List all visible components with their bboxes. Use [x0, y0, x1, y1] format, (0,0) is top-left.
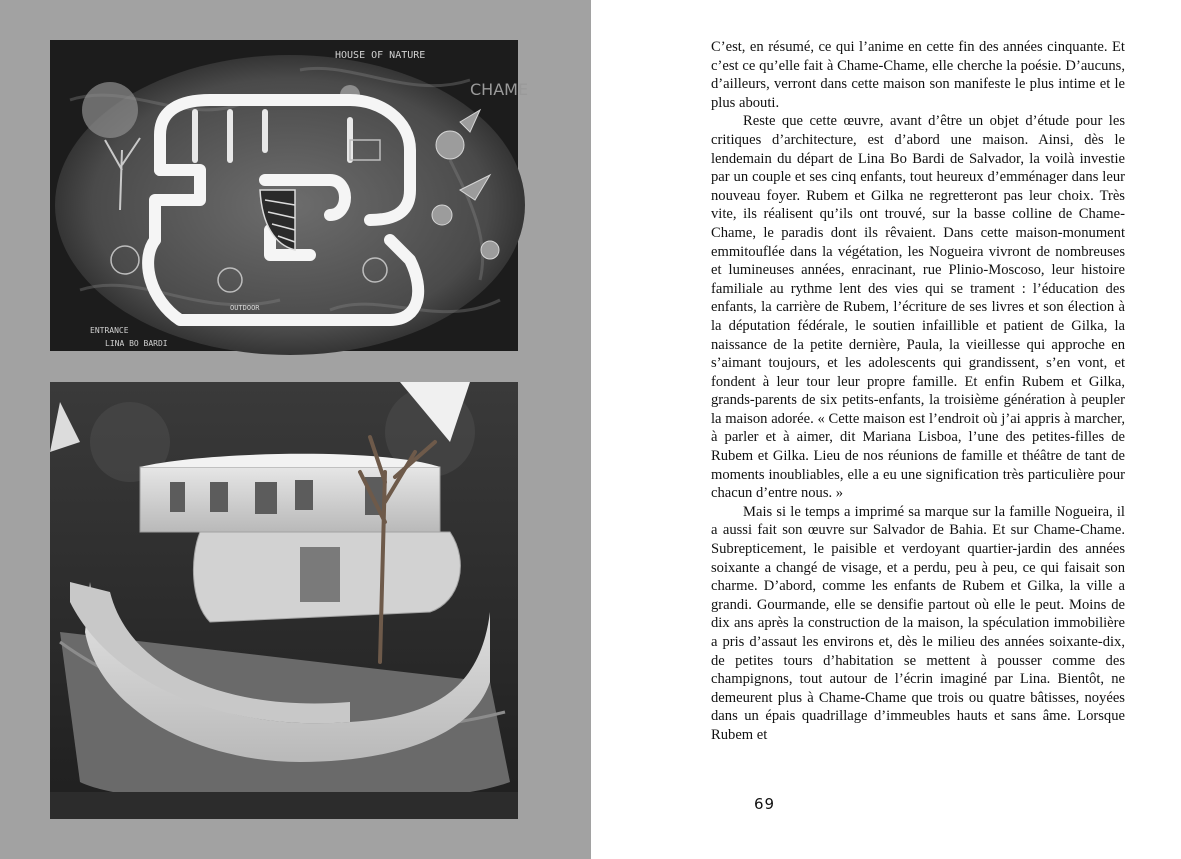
body-text: [711, 38, 1125, 745]
right-page: [591, 0, 1181, 859]
paragraph: C’est, en résumé, ce qui l’anime en cette fin des années cinquante. Et c’est ce qu’elle fait à Chame-Chame, elle cherche la poésie. D’aucuns, d’ailleurs, verront dans cette maison son manifeste le plus intime et le plus abouti.: [711, 39, 1125, 111]
plan-label-entrance: ENTRANCE: [90, 326, 129, 335]
plan-label-chame: CHAME: [470, 80, 529, 99]
paragraph: Mais si le temps a imprimé sa marque sur la famille Nogueira, il a aussi fait son œuvre sur Salvador de Bahia. Et sur Chame-Chame. Subrepticement, le paisible et verdoyant quartier-jardin des années soixante a changé de visage, et a perdu, peu à peu, ce qui faisait son charme. D’abord, comme les enfants de Rubem et Gilka, la ville a grandi. Gourmande, elle se densifie partout où elle le peut. Moins de dix ans après la construction de la maison, la spéculation immobilière a pris d’assaut les environs et, dès le milieu des années soixante-dix, de petites tours d’habitation se mettent à pousser comme des champignons, tout autour de l’écrin imaginé par Lina. Bientôt, ne demeurent plus à Chame-Chame que trois ou quatre bâtisses, noyées dans un épais quadrillage d’immeubles hauts et sans âme. Lorsque Rubem et: [711, 503, 1125, 743]
plan-label-outdoor: OUTDOOR: [230, 304, 260, 312]
paragraph: Reste que cette œuvre, avant d’être un objet d’étude pour les critiques d’architecture, est d’abord une maison. Ainsi, dès le lendemain du départ de Lina Bo Bardi de Salvador, la voilà investie par un couple et ses cinq enfants, tout heureux d’emménager dans leur nouveau foyer. Rubem et Gilka ne regretteront pas leur choix. Très vite, ils réalisent qu’ils ont trouvé, sur la basse colline de Chame-Chame, le paradis dont ils rêvaient. Dans cette maison-monument emmitouflée dans la végétation, les Nogueira vivront de nombreuses et lumineuses années, enracinant, rue Plinio-Moscoso, leur histoire familiale au rythme lent des vies qui se trament : l’éducation des enfants, la carrière de Rubem, l’écriture de ses livres et son élection à la députation fédérale, le soutien infaillible et patient de Gilka, la naissance de la petite dernière, Paula, la vieillesse qui approche en s’aimant toujours, et les adolescents qui grandissent, s’en vont, et fondent à leur tour leur propre famille. Et enfin Rubem et Gilka, grands-parents de six petits-enfants, la troisième génération à peupler la maison adorée. « Cette maison est l’endroit où j’ai appris à marcher, à parler et à aimer, dit Mariana Lisboa, l’une des petites-filles de Rubem et Gilka. Lieu de nos réunions de famille et théâtre de tant de moments inoubliables, elle a eu une signification très particulière pour chacun d’entre nous. »: [711, 113, 1125, 502]
plan-drawing-illustration: [50, 40, 529, 351]
model-illustration: [50, 382, 518, 819]
page-number: 69: [754, 795, 776, 813]
plan-signature: LINA BO BARDI: [105, 339, 168, 348]
architectural-model-photo: [50, 382, 518, 819]
plan-label-top: HOUSE OF NATURE: [335, 50, 426, 61]
plan-drawing-photo: [50, 40, 529, 351]
